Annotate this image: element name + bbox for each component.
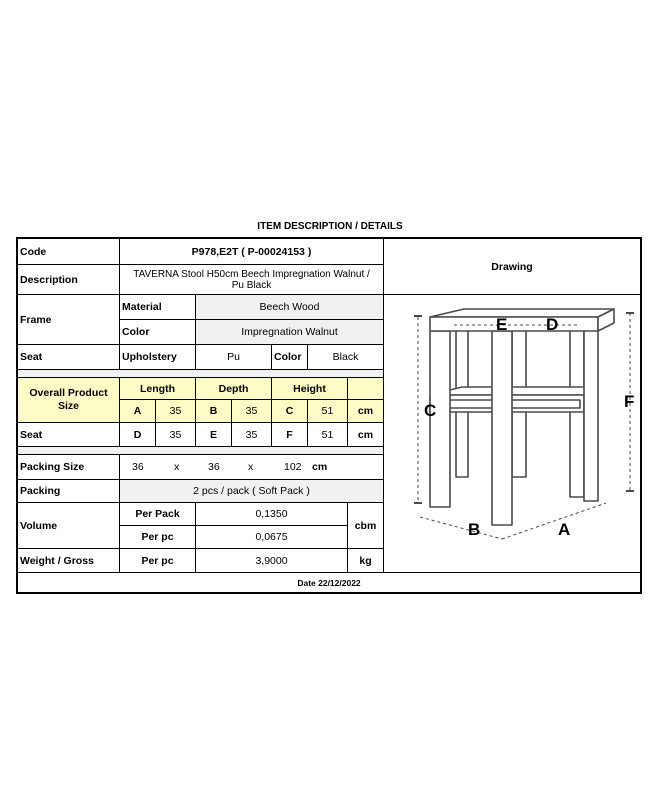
dim-e-marker: E (496, 315, 508, 334)
material-label: Material (120, 295, 196, 320)
upholstery-label: Upholstery (120, 345, 196, 370)
weight-label: Weight / Gross (18, 549, 120, 573)
weight-value: 3,9000 (196, 549, 348, 573)
dim-c-marker: C (424, 401, 437, 420)
packing-value: 2 pcs / pack ( Soft Pack ) (120, 480, 384, 503)
per-pc-label: Per pc (120, 526, 196, 549)
drawing-header: Drawing (384, 239, 640, 295)
side-leg-right (584, 325, 598, 501)
seat-front-edge (430, 317, 598, 331)
dim-a-label: A (120, 400, 156, 423)
tick (626, 490, 634, 492)
date: Date 22/12/2022 (297, 577, 361, 588)
weight-unit: kg (348, 549, 384, 573)
depth-header: Depth (196, 378, 272, 400)
spec-sheet (16, 237, 642, 594)
overall-unit: cm (348, 400, 384, 423)
stool-drawing (384, 295, 640, 549)
frame-color-label: Color (120, 320, 196, 345)
packing-width: 36 (208, 461, 220, 473)
per-pc-value: 0,0675 (196, 526, 348, 549)
dim-f-value: 51 (308, 423, 348, 447)
seat-label: Seat (18, 345, 120, 370)
unit-header (348, 378, 384, 400)
page-title: ITEM DESCRIPTION / DETAILS (257, 221, 403, 232)
frame-label: Frame (18, 295, 120, 345)
dim-f-marker: F (624, 392, 635, 411)
packing-length: 36 (132, 461, 144, 473)
per-pack-value: 0,1350 (196, 503, 348, 526)
volume-unit: cbm (348, 503, 384, 549)
seat-color-label: Color (272, 345, 308, 370)
code-value: P978,E2T ( P-00024153 ) (120, 239, 384, 265)
dim-c-value: 51 (308, 400, 348, 423)
dim-line-b (420, 517, 502, 539)
dim-c-label: C (272, 400, 308, 423)
dim-d-label: D (120, 423, 156, 447)
spacer (18, 370, 384, 378)
dim-line-a (502, 503, 606, 539)
tick (414, 315, 422, 317)
dim-d-value: 35 (156, 423, 196, 447)
dim-b-label: B (196, 400, 232, 423)
stool-figure (430, 309, 614, 525)
overall-size-label: Overall Product Size (18, 378, 120, 423)
packing-size-unit: cm (312, 461, 328, 473)
seat-color-value: Black (308, 345, 384, 370)
dim-e-label: E (196, 423, 232, 447)
seat-size-label: Seat (18, 423, 120, 447)
seat-size-unit: cm (348, 423, 384, 447)
material-value: Beech Wood (196, 295, 384, 320)
packing-size-label: Packing Size (18, 455, 120, 480)
dim-b-value: 35 (232, 400, 272, 423)
height-header: Height (272, 378, 348, 400)
frame-color-value: Impregnation Walnut (196, 320, 384, 345)
packing-height: 102 (284, 461, 302, 473)
dim-a-value: 35 (156, 400, 196, 423)
times-1: x (174, 461, 180, 473)
dim-e-value: 35 (232, 423, 272, 447)
packing-size-row (120, 455, 384, 480)
front-leg-right (492, 331, 512, 525)
weight-per-pc-label: Per pc (120, 549, 196, 573)
dim-f-label: F (272, 423, 308, 447)
packing-label: Packing (18, 480, 120, 503)
upholstery-value: Pu (196, 345, 272, 370)
description-value: TAVERNA Stool H50cm Beech Impregnation Walnut / Pu Black (120, 265, 384, 295)
per-pack-label: Per Pack (120, 503, 196, 526)
tick (414, 502, 422, 504)
dim-d-marker: D (546, 315, 559, 334)
description-label: Description (18, 265, 120, 295)
drawing-footer-cell (384, 549, 640, 573)
dim-b-marker: B (468, 520, 481, 539)
dim-a-marker: A (558, 520, 571, 539)
code-label: Code (18, 239, 120, 265)
stretcher-top (430, 387, 597, 395)
spacer (18, 447, 384, 455)
tick (626, 312, 634, 314)
length-header: Length (120, 378, 196, 400)
times-2: x (248, 461, 254, 473)
seat-top-surface (430, 309, 614, 317)
volume-label: Volume (18, 503, 120, 549)
